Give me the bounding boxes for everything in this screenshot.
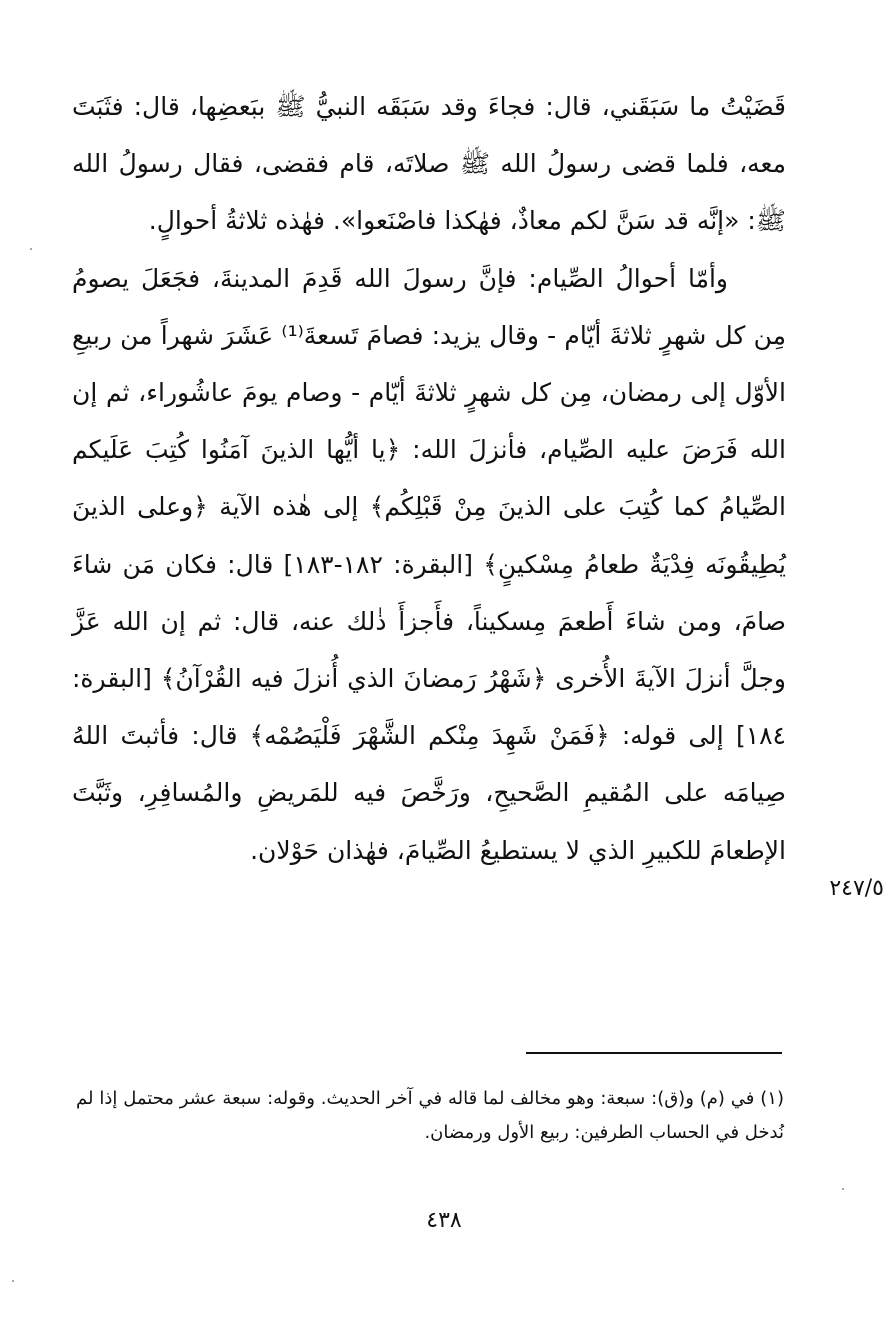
paragraph-2: وأمّا أحوالُ الصِّيام: فإنَّ رسولَ الله قَدِمَ المدينةَ، فجَعَلَ يصومُ مِن كل شهرٍ ثلاثةَ أيّام - وقال يزيد: فصامَ تَسعةَ⁽¹⁾ عَشَرَ شهراً من ربيعِ الأوّل إلى رمضان، مِن كل شهرٍ ثلاثةَ أيّام - وصام يومَ عاشُوراء، ثم إن الله فَرَضَ عليه الصِّيام، فأنزلَ الله: ﴿يا أيُّها الذينَ آمَنُوا كُتِبَ عَلَيكم الصِّيامُ كما كُتِبَ على الذينَ مِنْ قَبْلِكُم﴾ إلى هٰذه الآية ﴿وعلى الذينَ يُطِيقُونَه فِدْيَةٌ طعامُ مِسْكينٍ﴾ [البقرة: ١٨٢-١٨٣] قال: فكان مَن شاءَ صامَ، ومن شاءَ أَطعمَ مِسكيناً، فأَجزأَ ذٰلك عنه، قال: ثم إن الله عَزَّ وجلَّ أنزلَ الآيةَ الأُخرى ﴿شَهْرُ رَمضانَ الذي أُنزلَ فيه القُرْآنُ﴾ [البقرة: ١٨٤] إلى قوله: ﴿فَمَنْ شَهِدَ مِنْكم الشَّهْرَ فَلْيَصُمْه﴾ قال: فأثبتَ اللهُ صِيامَه على المُقيمِ الصَّحيحِ، ورَخَّصَ فيه للمَريضِ والمُسافِرِ، وثَبَّتَ الإطعامَ للكبيرِ الذي لا يستطيعُ الصِّيامَ، فهٰذان حَوْلان. xyxy=(72,263,787,865)
scan-speck xyxy=(12,1280,14,1282)
footnote-1: (١) في (م) و(ق): سبعة: وهو مخالف لما قاله في آخر الحديث. وقوله: سبعة عشر محتمل إذا لم نُدخل في الحساب الطرفين: ربيع الأول ورمضان. xyxy=(76,1088,784,1143)
paragraph-1: قَضَيْتُ ما سَبَقَني، قال: فجاءَ وقد سَبَقَه النبيُّ ﷺ ببَعضِها، قال: فثَبَتَ معه، فلما قضى رسولُ الله ﷺ صلاتَه، قام فقضى، فقال رسولُ الله ﷺ: «إنَّه قد سَنَّ لكم معاذٌ، فهٰكذا فاصْنَعوا». فهٰذه ثلاثةُ أحوالٍ. xyxy=(72,92,786,236)
scan-speck xyxy=(30,248,32,250)
page-number: ٤٣٨ xyxy=(426,1208,462,1233)
footnote-separator-line xyxy=(526,1052,782,1054)
scan-speck xyxy=(842,1188,844,1190)
main-text-body xyxy=(72,78,786,879)
margin-volume-page-reference: ٢٤٧/٥ xyxy=(829,876,884,901)
footnotes-section xyxy=(76,1082,784,1150)
